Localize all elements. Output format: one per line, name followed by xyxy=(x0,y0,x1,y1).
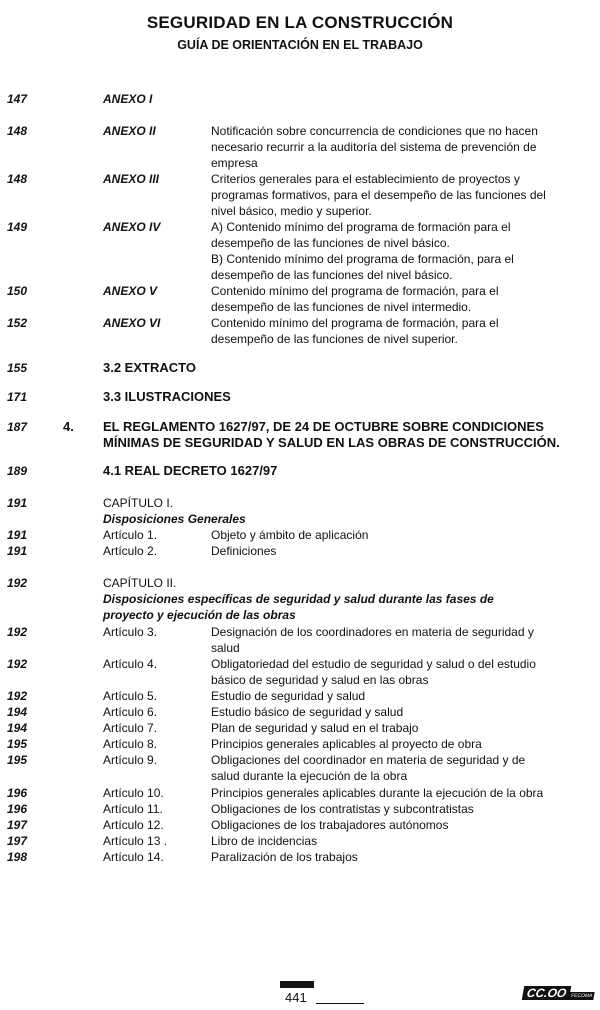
article-label: Artículo 3. xyxy=(103,625,158,639)
article-title: Paralización de los trabajos xyxy=(211,850,358,864)
page-number: 150 xyxy=(7,284,28,298)
page-header xyxy=(0,12,600,54)
article-title: Obligaciones de los contratistas y subcontratistas xyxy=(211,802,474,816)
footer-decorative-bar xyxy=(280,981,314,988)
page-number: 148 xyxy=(7,172,28,186)
section-title: 3.3 ILUSTRACIONES xyxy=(103,389,231,404)
article-label: Artículo 10. xyxy=(103,786,164,800)
article-label: Artículo 8. xyxy=(103,737,158,751)
page-number: 196 xyxy=(7,802,28,816)
section-number: 4. xyxy=(63,419,74,434)
chapter-label: CAPÍTULO II. xyxy=(103,576,177,590)
page-number: 155 xyxy=(7,361,28,375)
article-title: Principios generales aplicables durante la ejecución de la obra xyxy=(211,786,544,800)
page-number: 194 xyxy=(7,721,28,735)
article-title: Obligatoriedad del estudio de seguridad y salud o del estudio básico de seguridad y salud en las obras xyxy=(211,657,536,687)
article-title: Estudio básico de seguridad y salud xyxy=(211,705,404,719)
anexo-description: Contenido mínimo del programa de formación, para el desempeño de las funciones de nivel intermedio. xyxy=(211,284,499,314)
article-title: Objeto y ámbito de aplicación xyxy=(211,528,369,542)
page-number: 191 xyxy=(7,528,28,542)
page-number: 149 xyxy=(7,220,28,234)
article-label: Artículo 9. xyxy=(103,753,158,767)
article-title: Definiciones xyxy=(211,544,277,558)
footer-page-number: 441 xyxy=(285,990,307,1005)
article-title: Plan de seguridad y salud en el trabajo xyxy=(211,721,419,735)
ccoo-logo xyxy=(523,985,595,1000)
article-label: Artículo 5. xyxy=(103,689,158,703)
page-number: 191 xyxy=(7,496,28,510)
article-label: Artículo 14. xyxy=(103,850,164,864)
section-title: 3.2 EXTRACTO xyxy=(103,360,196,375)
section-title: EL REGLAMENTO 1627/97, DE 24 DE OCTUBRE SOBRE CONDICIONES MÍNIMAS DE SEGURIDAD Y SALUD EN LAS OBRAS DE CONSTRUCCIÓN. xyxy=(103,419,560,450)
footer-rule xyxy=(316,1003,364,1004)
anexo-description: Contenido mínimo del programa de formación, para el desempeño de las funciones de nivel superior. xyxy=(211,316,499,346)
page-number: 194 xyxy=(7,705,28,719)
page-number: 195 xyxy=(7,737,28,751)
article-label: Artículo 2. xyxy=(103,544,158,558)
logo-sub-text: FECOMA xyxy=(569,992,596,1000)
anexo-label: ANEXO VI xyxy=(103,316,161,330)
page-number: 195 xyxy=(7,753,28,767)
page-number: 192 xyxy=(7,689,28,703)
logo-main-text: CC.OO xyxy=(522,986,572,1000)
article-title: Designación de los coordinadores en materia de seguridad y salud xyxy=(211,625,534,655)
page-number: 171 xyxy=(7,390,28,404)
article-label: Artículo 6. xyxy=(103,705,158,719)
anexo-description: A) Contenido mínimo del programa de formación para el desempeño de las funciones de nivel básico. B) Contenido mínimo del programa de formación, para el desempeño de las funciones del nivel básico. xyxy=(211,220,514,282)
page-number: 187 xyxy=(7,420,28,434)
article-title: Obligaciones de los trabajadores autónomos xyxy=(211,818,449,832)
anexo-label: ANEXO IV xyxy=(103,220,161,234)
article-label: Artículo 13 . xyxy=(103,834,168,848)
article-title: Principios generales aplicables al proyecto de obra xyxy=(211,737,482,751)
anexo-label: ANEXO V xyxy=(103,284,158,298)
page-number: 192 xyxy=(7,657,28,671)
page-number: 147 xyxy=(7,92,28,106)
document-title: SEGURIDAD EN LA CONSTRUCCIÓN xyxy=(146,13,454,32)
page-number: 196 xyxy=(7,786,28,800)
article-label: Artículo 11. xyxy=(103,802,163,816)
anexo-description: Notificación sobre concurrencia de condiciones que no hacen necesario recurrir a la auditoría del sistema de prevención de empresa xyxy=(211,124,538,170)
article-label: Artículo 7. xyxy=(103,721,158,735)
article-title: Estudio de seguridad y salud xyxy=(211,689,366,703)
anexo-label: ANEXO II xyxy=(103,124,156,138)
page-number: 148 xyxy=(7,124,28,138)
section-title: 4.1 REAL DECRETO 1627/97 xyxy=(103,463,278,478)
page-number: 189 xyxy=(7,464,28,478)
page-number: 192 xyxy=(7,576,28,590)
page-number: 152 xyxy=(7,316,28,330)
document-subtitle: GUÍA DE ORIENTACIÓN EN EL TRABAJO xyxy=(177,38,423,52)
page-number: 197 xyxy=(7,834,28,848)
page-number: 197 xyxy=(7,818,28,832)
anexo-description: Criterios generales para el establecimiento de proyectos y programas formativos, para el desempeño de las funciones del nivel básico, medio y superior. xyxy=(211,172,546,218)
article-label: Artículo 4. xyxy=(103,657,158,671)
article-label: Artículo 12. xyxy=(103,818,164,832)
article-label: Artículo 1. xyxy=(103,528,158,542)
anexo-label: ANEXO III xyxy=(103,172,160,186)
anexo-label: ANEXO I xyxy=(103,92,153,106)
page-number: 192 xyxy=(7,625,28,639)
chapter-label: CAPÍTULO I. xyxy=(103,496,174,510)
article-title: Obligaciones del coordinador en materia de seguridad y de salud durante la ejecución de la obra xyxy=(211,753,526,783)
article-title: Libro de incidencias xyxy=(211,834,318,848)
page-number: 198 xyxy=(7,850,28,864)
page-number: 191 xyxy=(7,544,28,558)
